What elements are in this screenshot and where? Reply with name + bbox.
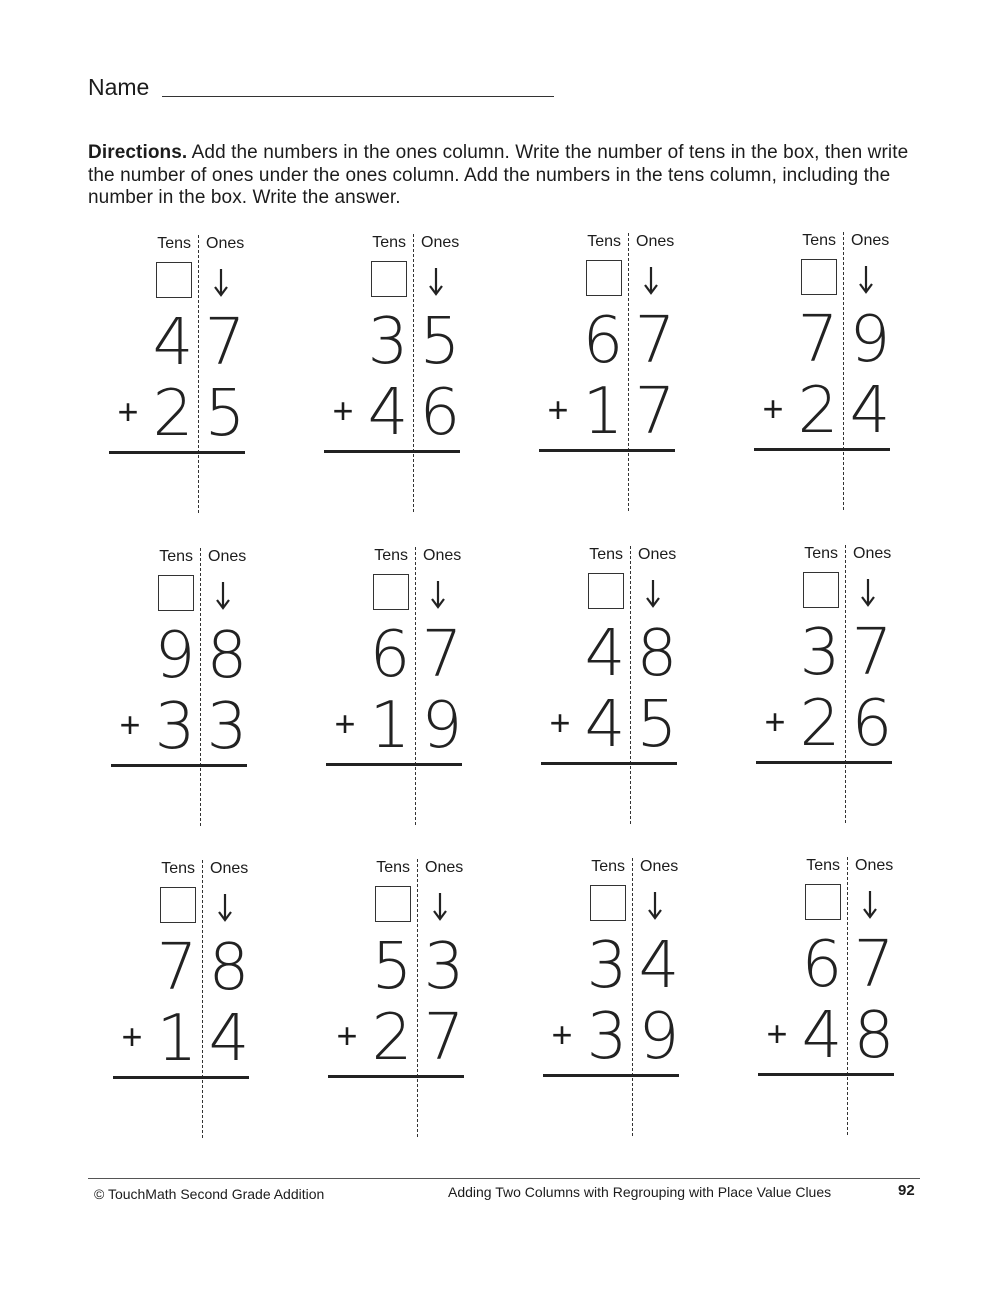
answer-area[interactable] bbox=[543, 768, 683, 824]
down-arrow-icon bbox=[424, 260, 448, 300]
addition-problem bbox=[541, 233, 691, 523]
bottom-tens-digit: 2 bbox=[799, 687, 841, 761]
answer-area[interactable] bbox=[111, 457, 251, 513]
regroup-box[interactable] bbox=[801, 259, 837, 295]
down-arrow-icon bbox=[641, 572, 665, 612]
top-tens-digit: 3 bbox=[586, 929, 628, 1003]
down-arrow-icon bbox=[213, 886, 237, 926]
sum-line bbox=[328, 1075, 464, 1078]
bottom-ones-digit: 6 bbox=[419, 376, 461, 450]
tens-header: Tens bbox=[802, 232, 836, 249]
plus-sign: + bbox=[117, 391, 139, 432]
top-tens-digit: 3 bbox=[367, 305, 409, 379]
ones-header: Ones bbox=[638, 546, 677, 563]
tens-header: Tens bbox=[159, 548, 193, 565]
regroup-box[interactable] bbox=[156, 262, 192, 298]
ones-header: Ones bbox=[210, 860, 249, 877]
ones-header: Ones bbox=[636, 233, 675, 250]
bottom-ones-digit: 8 bbox=[853, 999, 895, 1073]
top-ones-digit: 8 bbox=[636, 617, 678, 691]
top-tens-digit: 9 bbox=[154, 619, 196, 693]
bottom-ones-digit: 5 bbox=[204, 377, 246, 451]
ones-header: Ones bbox=[423, 547, 462, 564]
top-ones-digit: 8 bbox=[208, 931, 250, 1005]
down-arrow-icon bbox=[854, 258, 878, 298]
answer-area[interactable] bbox=[115, 1082, 255, 1138]
tens-header: Tens bbox=[589, 546, 623, 563]
top-tens-digit: 6 bbox=[369, 618, 411, 692]
bottom-ones-digit: 3 bbox=[206, 690, 248, 764]
regroup-box[interactable] bbox=[586, 260, 622, 296]
regroup-box[interactable] bbox=[803, 572, 839, 608]
tens-header: Tens bbox=[806, 857, 840, 874]
bottom-ones-digit: 7 bbox=[423, 1001, 465, 1075]
plus-sign: + bbox=[336, 1015, 358, 1056]
sum-line bbox=[754, 448, 890, 451]
tens-header: Tens bbox=[372, 234, 406, 251]
down-arrow-icon bbox=[858, 883, 882, 923]
top-ones-digit: 7 bbox=[204, 306, 246, 380]
addition-problem bbox=[326, 234, 476, 524]
plus-sign: + bbox=[119, 704, 141, 745]
top-ones-digit: 7 bbox=[634, 304, 676, 378]
top-ones-digit: 7 bbox=[853, 928, 895, 1002]
top-tens-digit: 6 bbox=[582, 304, 624, 378]
top-ones-digit: 7 bbox=[421, 618, 463, 692]
addition-problem bbox=[545, 858, 695, 1148]
ones-header: Ones bbox=[855, 857, 894, 874]
regroup-box[interactable] bbox=[588, 573, 624, 609]
bottom-ones-digit: 9 bbox=[421, 689, 463, 763]
tens-header: Tens bbox=[157, 235, 191, 252]
bottom-ones-digit: 6 bbox=[851, 687, 893, 761]
tens-header: Tens bbox=[804, 545, 838, 562]
addition-problem bbox=[758, 545, 908, 835]
regroup-box[interactable] bbox=[373, 574, 409, 610]
ones-header: Ones bbox=[853, 545, 892, 562]
bottom-ones-digit: 4 bbox=[208, 1002, 250, 1076]
directions-text: Add the numbers in the ones column. Write the number of tens in the box, then write the number of ones under the ones column. Add the numbers in the tens column, including the number in the box. Write the answer. bbox=[88, 142, 909, 208]
regroup-box[interactable] bbox=[371, 261, 407, 297]
answer-area[interactable] bbox=[328, 769, 468, 825]
regroup-box[interactable] bbox=[160, 887, 196, 923]
plus-sign: + bbox=[121, 1016, 143, 1057]
addition-problem bbox=[328, 547, 478, 837]
down-arrow-icon bbox=[211, 574, 235, 614]
bottom-tens-digit: 2 bbox=[797, 374, 839, 448]
bottom-ones-digit: 9 bbox=[638, 1000, 680, 1074]
sum-line bbox=[541, 762, 677, 765]
bottom-ones-digit: 5 bbox=[636, 688, 678, 762]
down-arrow-icon bbox=[428, 885, 452, 925]
answer-area[interactable] bbox=[545, 1080, 685, 1136]
tens-header: Tens bbox=[374, 547, 408, 564]
top-ones-digit: 8 bbox=[206, 619, 248, 693]
top-tens-digit: 4 bbox=[584, 617, 626, 691]
ones-header: Ones bbox=[206, 235, 245, 252]
plus-sign: + bbox=[551, 1014, 573, 1055]
down-arrow-icon bbox=[643, 884, 667, 924]
sum-line bbox=[539, 449, 675, 452]
sum-line bbox=[758, 1073, 894, 1076]
top-ones-digit: 7 bbox=[851, 616, 893, 690]
answer-area[interactable] bbox=[758, 767, 898, 823]
down-arrow-icon bbox=[209, 261, 233, 301]
addition-problem bbox=[115, 860, 265, 1150]
bottom-tens-digit: 3 bbox=[154, 690, 196, 764]
sum-line bbox=[109, 451, 245, 454]
plus-sign: + bbox=[762, 388, 784, 429]
down-arrow-icon bbox=[426, 573, 450, 613]
answer-area[interactable] bbox=[760, 1079, 900, 1135]
ones-header: Ones bbox=[640, 858, 679, 875]
bottom-tens-digit: 4 bbox=[584, 688, 626, 762]
sum-line bbox=[543, 1074, 679, 1077]
top-tens-digit: 7 bbox=[156, 931, 198, 1005]
top-ones-digit: 5 bbox=[419, 305, 461, 379]
regroup-box[interactable] bbox=[590, 885, 626, 921]
tens-header: Tens bbox=[376, 859, 410, 876]
regroup-box[interactable] bbox=[375, 886, 411, 922]
ones-header: Ones bbox=[421, 234, 460, 251]
bottom-tens-digit: 1 bbox=[156, 1002, 198, 1076]
top-tens-digit: 3 bbox=[799, 616, 841, 690]
plus-sign: + bbox=[549, 702, 571, 743]
down-arrow-icon bbox=[639, 259, 663, 299]
top-tens-digit: 6 bbox=[801, 928, 843, 1002]
sum-line bbox=[111, 764, 247, 767]
addition-problem bbox=[330, 859, 480, 1149]
answer-area[interactable] bbox=[541, 455, 681, 511]
answer-area[interactable] bbox=[756, 454, 896, 510]
plus-sign: + bbox=[332, 390, 354, 431]
top-ones-digit: 3 bbox=[423, 930, 465, 1004]
bottom-ones-digit: 4 bbox=[849, 374, 891, 448]
plus-sign: + bbox=[334, 703, 356, 744]
regroup-box[interactable] bbox=[158, 575, 194, 611]
addition-problem bbox=[113, 548, 263, 838]
bottom-tens-digit: 2 bbox=[152, 377, 194, 451]
plus-sign: + bbox=[766, 1013, 788, 1054]
sum-line bbox=[326, 763, 462, 766]
footer-title: Adding Two Columns with Regrouping with Place Value Clues bbox=[448, 1184, 832, 1200]
plus-sign: + bbox=[547, 389, 569, 430]
bottom-tens-digit: 1 bbox=[582, 375, 624, 449]
bottom-tens-digit: 3 bbox=[586, 1000, 628, 1074]
addition-problem bbox=[543, 546, 693, 836]
answer-area[interactable] bbox=[326, 456, 466, 512]
top-ones-digit: 4 bbox=[638, 929, 680, 1003]
ones-header: Ones bbox=[425, 859, 464, 876]
answer-area[interactable] bbox=[330, 1081, 470, 1137]
ones-header: Ones bbox=[851, 232, 890, 249]
top-ones-digit: 9 bbox=[849, 303, 891, 377]
down-arrow-icon bbox=[856, 571, 880, 611]
ones-header: Ones bbox=[208, 548, 247, 565]
tens-header: Tens bbox=[161, 860, 195, 877]
top-tens-digit: 4 bbox=[152, 306, 194, 380]
bottom-tens-digit: 2 bbox=[371, 1001, 413, 1075]
sum-line bbox=[756, 761, 892, 764]
tens-header: Tens bbox=[591, 858, 625, 875]
regroup-box[interactable] bbox=[805, 884, 841, 920]
bottom-tens-digit: 4 bbox=[801, 999, 843, 1073]
page-number: 92 bbox=[898, 1182, 915, 1199]
footer-divider bbox=[88, 1178, 920, 1179]
bottom-tens-digit: 4 bbox=[367, 376, 409, 450]
footer-copyright: © TouchMath Second Grade Addition bbox=[94, 1186, 325, 1202]
bottom-ones-digit: 7 bbox=[634, 375, 676, 449]
plus-sign: + bbox=[764, 701, 786, 742]
directions-label: Directions. bbox=[88, 142, 188, 163]
answer-area[interactable] bbox=[113, 770, 253, 826]
top-tens-digit: 5 bbox=[371, 930, 413, 1004]
addition-problem bbox=[760, 857, 910, 1147]
bottom-tens-digit: 1 bbox=[369, 689, 411, 763]
sum-line bbox=[113, 1076, 249, 1079]
addition-problem bbox=[111, 235, 261, 525]
top-tens-digit: 7 bbox=[797, 303, 839, 377]
addition-problem bbox=[756, 232, 906, 522]
name-label: Name bbox=[88, 74, 150, 100]
sum-line bbox=[324, 450, 460, 453]
tens-header: Tens bbox=[587, 233, 621, 250]
